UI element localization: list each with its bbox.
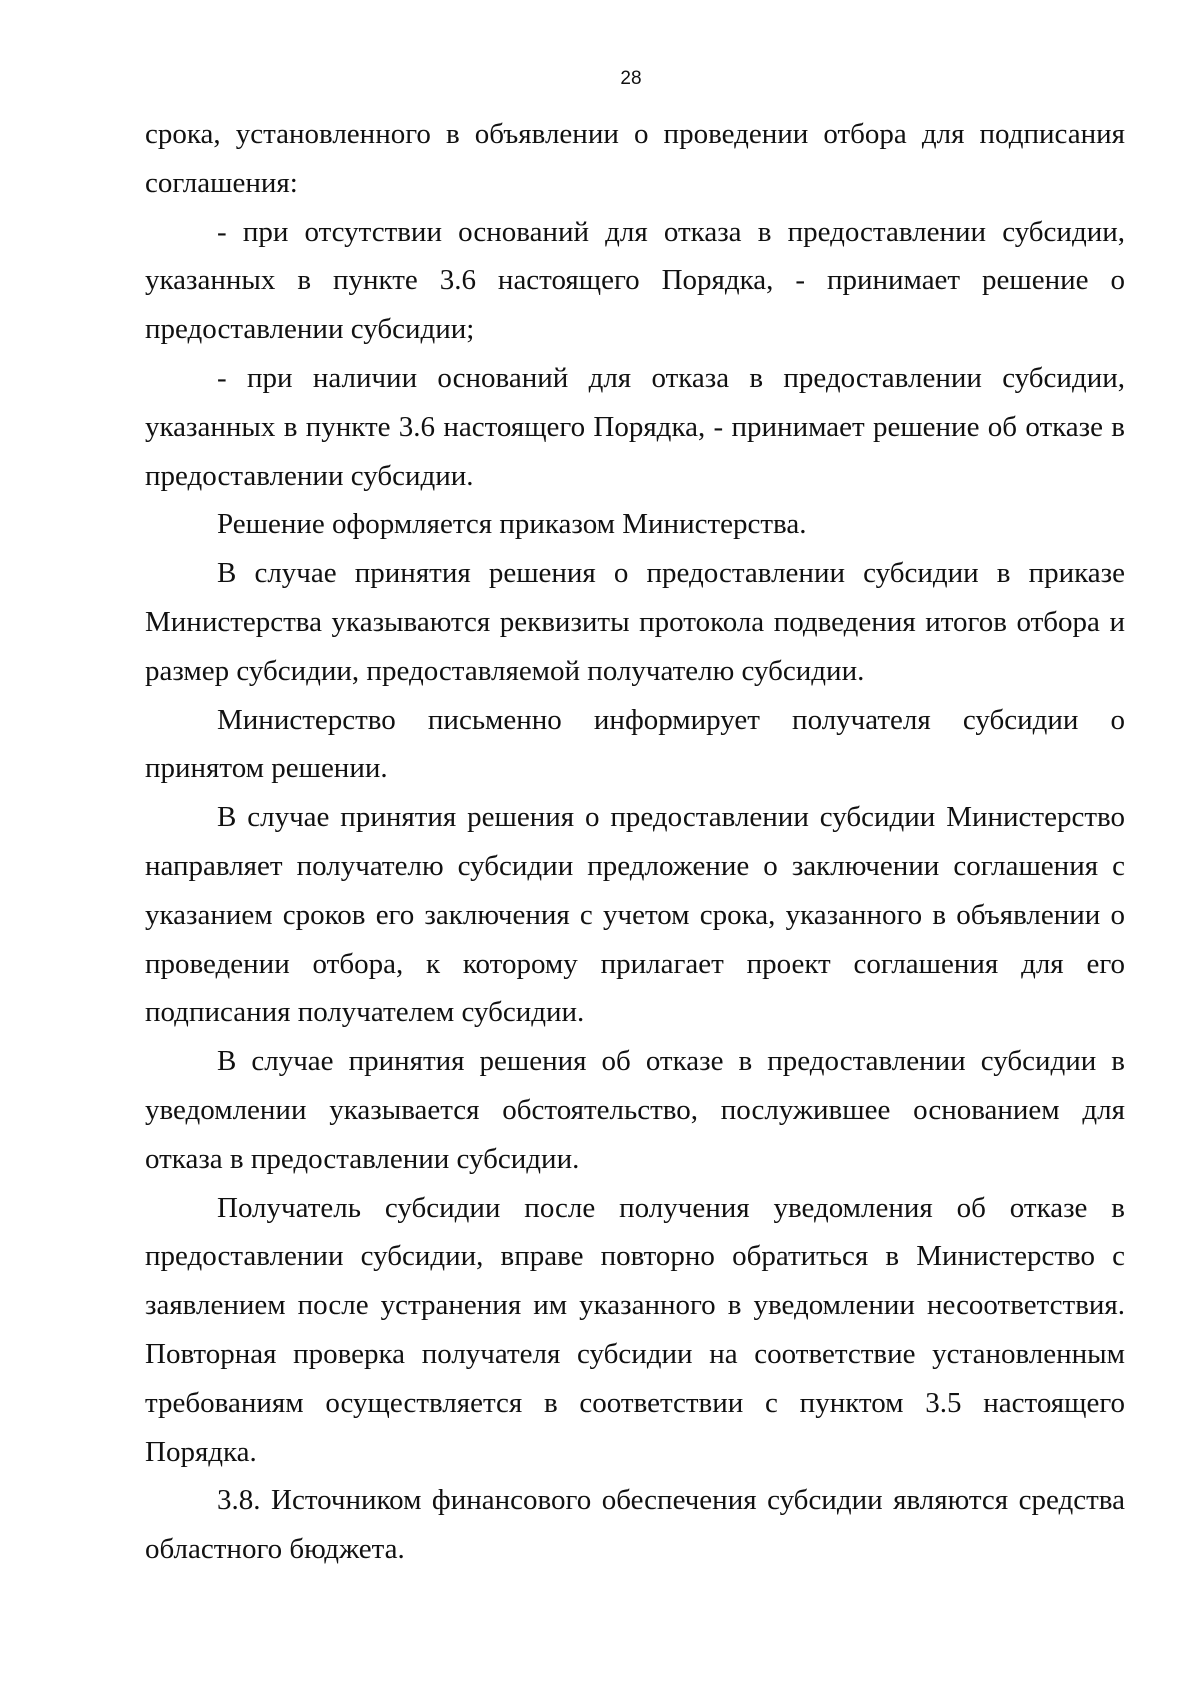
paragraph-grounds-refusal-decision: - при наличии оснований для отказа в предоставлении субсидии, указанных в пункте 3.6 настоящего Порядка, - принимает решение об отказе в предоставлении субсидии. [145, 361, 1125, 492]
paragraph-agreement-proposal: В случае принятия решения о предоставлении субсидии Министерство направляет получателю субсидии предложение о заключении соглашения с указанием сроков его заключения с учетом срока, указанного в объявлении о проведении отбора, к которому прилагает проект соглашения для его подписания получателем субсидии. [145, 801, 1125, 1029]
paragraph-written-notice: Министерство письменно информирует получателя субсидии о принятом решении. [145, 703, 1125, 785]
paragraph-continuation: срока, установленного в объявлении о проведении отбора для подписания соглашения: [145, 118, 1125, 199]
paragraph-section-3-8: 3.8. Источником финансового обеспечения субсидии являются средства областного бюджета. [145, 1484, 1125, 1566]
document-body [145, 110, 1125, 1574]
page-number: 28 [620, 68, 642, 89]
paragraph-decision-order: Решение оформляется приказом Министерства. [217, 508, 807, 541]
paragraph-no-grounds-decision: - при отсутствии оснований для отказа в предоставлении субсидии, указанных в пункте 3.6 настоящего Порядка, - принимает решение о предоставлении субсидии; [145, 215, 1125, 346]
paragraph-reapplication: Получатель субсидии после получения уведомления об отказе в предоставлении субсидии, вправе повторно обратиться в Министерство с заявлением после устранения им указанного в уведомлении несоответствия. Повторная проверка получателя субсидии на соответствие установленным требованиям осуществляется в соответствии с пунктом 3.5 настоящего Порядка. [145, 1191, 1125, 1468]
paragraph-refusal-notice: В случае принятия решения об отказе в предоставлении субсидии в уведомлении указывается обстоятельство, послужившее основанием для отказа в предоставлении субсидии. [145, 1045, 1125, 1175]
paragraph-order-details: В случае принятия решения о предоставлении субсидии в приказе Министерства указываются реквизиты протокола подведения итогов отбора и размер субсидии, предоставляемой получателю субсидии. [145, 557, 1125, 687]
